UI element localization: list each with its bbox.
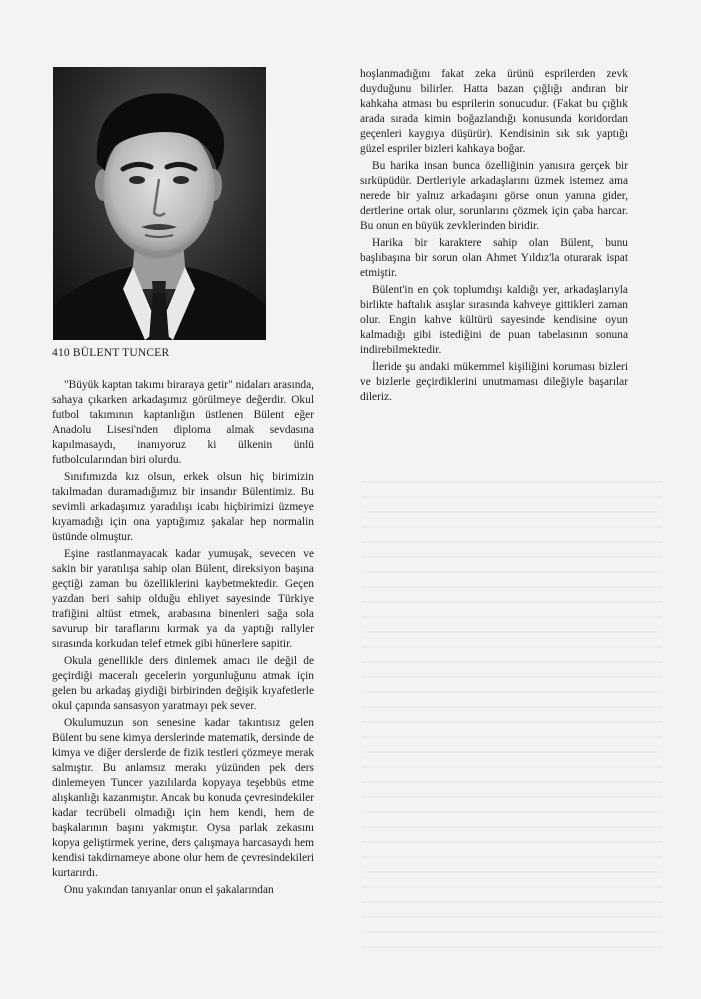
paragraph: Eşine rastlanmayacak kadar yumuşak, sevecen ve sakin bir yaratılışa sahip olan Bülent, direksiyon başına geçtiği zaman bu özelliklerini kaybetmektedir. Geçen yazdan beri sahip olduğu ehliyet sayesinde Türkiye trafiğini altüst etmek, arabasına binenleri sağa sola savurup bir taraflarını kırmak ya da yaptığı rallyler sırasında korkudan telef etmek gibi hünerlere sapitir. xyxy=(52,548,314,650)
bleed-through-texture xyxy=(362,470,662,960)
photo-caption: 410 BÜLENT TUNCER xyxy=(52,347,170,359)
paragraph: Harika bir karaktere sahip olan Bülent, bunu başlıbaşına bir sorun olan Ahmet Yıldız'la oturarak ispat etmiştir. xyxy=(360,237,628,279)
paragraph: Onu yakından tanıyanlar onun el şakalarından xyxy=(64,884,274,896)
right-text-column xyxy=(360,67,628,407)
student-portrait-photo xyxy=(53,67,266,340)
paragraph: hoşlanmadığını fakat zeka ürünü esprilerden zevk duyduğunu bilirler. Hatta bazan çığlığı andıran bir kahkaha atması bu esprilerin sonucudur. (Fakat bu çığlık arada sırada kimin boğazlandığı konusunda koridordan geçenleri kaygıya düşürür). Kendisinin sık sık yaptığı güzel espriler bizleri kahkaya boğar. xyxy=(360,68,628,155)
paragraph: "Büyük kaptan takımı biraraya getir" nidaları arasında, sahaya çıkarken arkadaşımız görülmeye değerdir. Okul futbol takımının kaptanlığın üstlenen Bülent eğer Anadolu Lisesi'nden diploma almak sevdasına kapılmasaydı, inanıyoruz ki ülkenin ünlü futbolcularından biri olurdu. xyxy=(52,379,314,466)
paragraph: İleride şu andaki mükemmel kişiliğini koruması bizleri ve bizlerle geçirdiklerini unutmaması dileğiyle başarılar dileriz. xyxy=(360,361,628,403)
paragraph: Bülent'in en çok toplumdışı kaldığı yer, arkadaşlarıyla birlikte haftalık asışlar sırasında kahveye gittikleri zaman olur. Engin kahve kültürü sayesinde kendisine oyun kalmadığı gibi istediğini de puan tabelasının sonuna indirebilmektedir. xyxy=(360,284,628,356)
paragraph: Bu harika insan bunca özelliğinin yanısıra gerçek bir sırküpüdür. Dertleriyle arkadaşlarını üzmek istemez ama nerede bir yalnız arkadaşını görse onun yanına gider, dertlerine ortak olur, sorunlarını çözmek için çaba harcar. Bu onun en büyük zevklerinden biridir. xyxy=(360,160,628,232)
left-text-column xyxy=(52,378,314,900)
paragraph: Okula genellikle ders dinlemek amacı ile değil de geçirdiği maceralı gecelerin yorgunluğunu atmak için gelen bu arkadaş giydiği birbirinden değişik kıyafetlerle okul çapında sansasyon yaratmayı pek sever. xyxy=(52,655,314,712)
paragraph: Sınıfımızda kız olsun, erkek olsun hiç birimizin takılmadan duramadığımız bir insandır Bülentimiz. Bu sevimli arkadaşımız yaradılışı icabı hiçbirimizi üzmeye kıyamadığı için ona yaptığımız şakalar hep normalin üstünde olmuştur. xyxy=(52,471,314,543)
paragraph: Okulumuzun son senesine kadar takıntısız gelen Bülent bu sene kimya derslerinde matematik, dersinde de kimya ve diğer derslerde de fizik testleri çözmeye merak salmıştır. Bu anlamsız merakı yüzünden pek ders dinlemeyen Tuncer yazılılarda kopyaya teşebbüs etme alışkanlığı kazanmıştır. Ancak bu konuda çevresindekiler kadar tecrübeli olmadığı için hem kendi, hem de başkalarının başını yakmıştır. Oysa parlak zekasını kopya geliştirmek yerine, ders çalışmaya harcasaydı hem kendisi takdirnameye abone olur hem de çevresindekileri kurtarırdı. xyxy=(52,717,314,879)
